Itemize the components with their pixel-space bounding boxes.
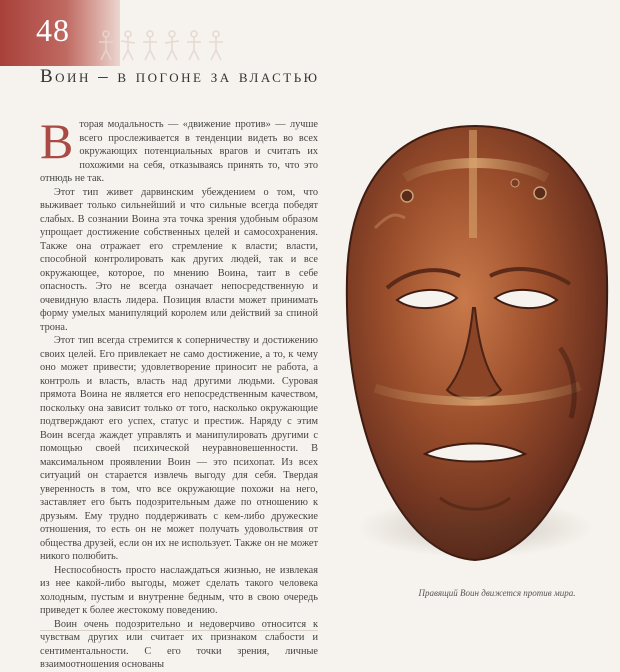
paragraph-2: Этот тип живет дарвинским убеждением о том, что выживает только сильнейший и что сильные всегда победят слабых. В сознании Воина эта точка зрения удобным образом упрощает достижение собственных целей и самосохранения. Также она отражает его стремление к власти; власти, способной контролировать как других людей, так и все окружающее, которое, по мнению Воина, таит в себе опасность. Это не всегда означает непосредственную и очевидную власть лидера. Позиция власти может принимать форму умелых манипуляций королем или действий за спиной трона. <box>40 186 318 333</box>
divider <box>40 630 318 631</box>
paragraph-5: Воин очень подозрительно и недоверчиво относится к чувствам других или считает их признаком слабости и сентиментальности. С его точки зрения, личные взаимоотношения основаны <box>40 618 318 670</box>
mask-shadow <box>355 498 595 558</box>
silhouette-figures-decoration <box>96 28 226 62</box>
article-body <box>40 113 318 672</box>
chapter-title: Воин – в погоне за властью <box>40 66 320 87</box>
figure-caption: Правящий Воин движется против мира. <box>418 588 576 598</box>
paragraph-3: Этот тип всегда стремится к соперничеству и достижению своих целей. Его привлекает не само достижение, а то, к чему оно может привести; удовлетворение приносит не работа, а контроль и власть, власть над другими людьми. Суровая прямота Воина не является его непосредственным качеством, поскольку она зависит только от того, насколько окружающие подтверждают его успех, статус и престиж. Наряду с этим Воин всегда жаждет управлять и манипулировать другими с помощью своей психической неуравновешенности. В максимальном проявлении Воин — это психопат. Из всех ситуаций он старается извлечь выгоду для себя. Твердая уверенность в том, что все окружающие похожи на него, заставляет его быть подозрительным даже по отношению к друзьям. Ему трудно поддерживать с кем-либо дружеские отношения, то есть он не может получать удовольствия от общества друзей, если он их не использует. Также он не может никого полюбить. <box>40 335 318 562</box>
drop-cap: В <box>40 113 74 169</box>
paragraph-4: Неспособность просто наслаждаться жизнью, не извлекая из нее какой-либо выгоды, может сделать такого человека холодным, пустым и внутренне бедным, что в свою очередь приведет к более жестокому поведению. <box>40 564 318 616</box>
page-number: 48 <box>36 12 70 48</box>
paragraph-1-text: торая модальность — «движение против» — лучше всего прослеживается в тенденции видеть во всех окружающих потенциальных врагов и считать их похожими на себя, отказываясь принять то, что это отнюдь не так. <box>40 119 318 184</box>
paragraph-1 <box>40 113 318 186</box>
warrior-mask-image <box>335 118 615 588</box>
